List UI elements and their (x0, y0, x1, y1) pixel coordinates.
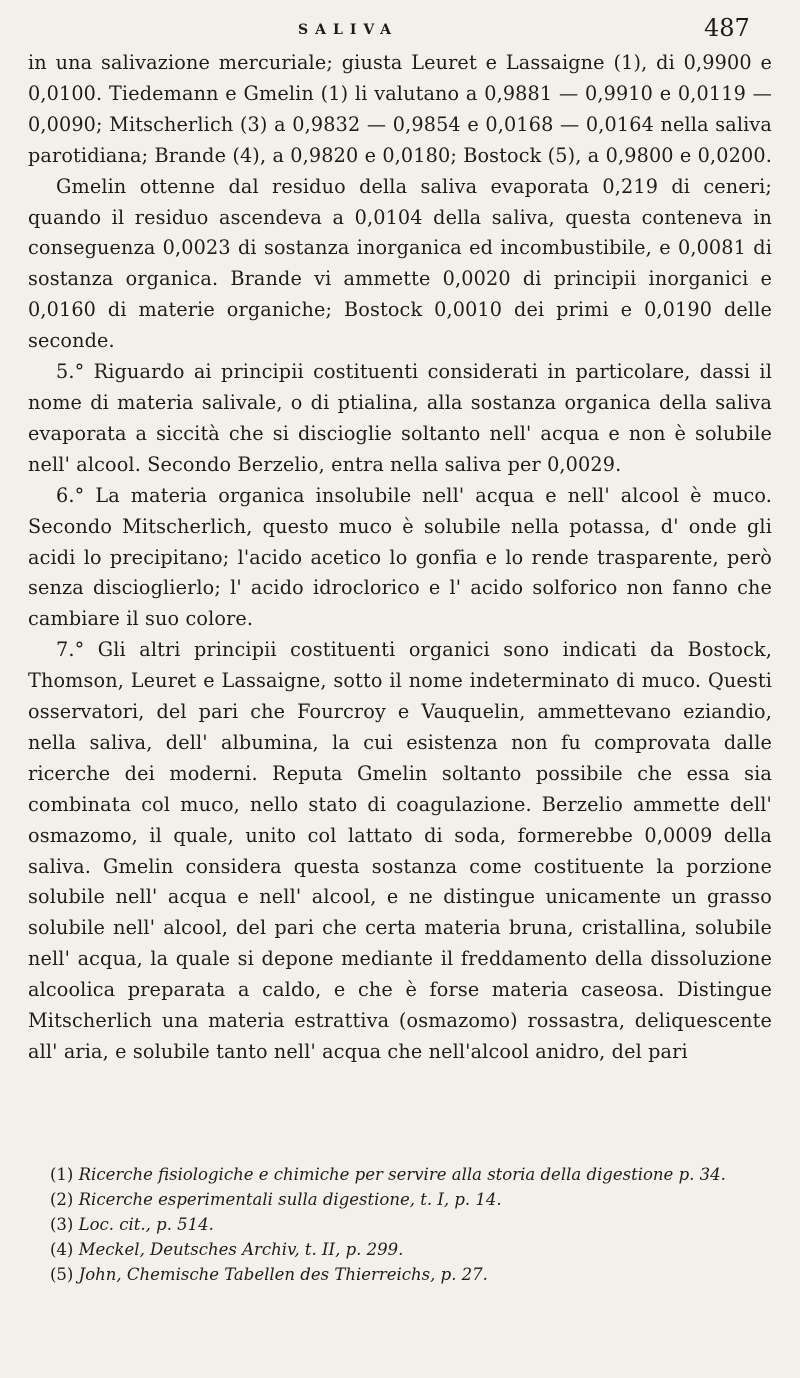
paragraph-section-7: 7.° Gli altri principii costituenti organici sono indicati da Bostock, Thomson, Leuret e Lassaigne, sotto il nome indeterminato di muco. Questi osservatori, del pari che Fourcroy e Vauquelin, ammettevano eziandio, nella saliva, dell' albumina, la cui esistenza non fu comprovata dalle ricerche dei moderni. Reputa Gmelin soltanto possibile che essa sia combinata col muco, nello stato di coagulazione. Berzelio ammette dell' osmazomo, il quale, unito col lattato di soda, formerebbe 0,0009 della saliva. Gmelin considera questa sostanza come costituente la porzione solubile nell' acqua e nell' alcool, e ne distingue unicamente un grasso solubile nell' alcool, del pari che certa materia bruna, cristallina, solubile nell' acqua, la quale si depone mediante il freddamento della dissoluzione alcoolica preparata a caldo, e che è forse materia caseosa. Distingue Mitscherlich una materia estrattiva (osmazomo) rossastra, deliquescente all' aria, e solubile tanto nell' acqua che nell'alcool anidro, del pari (28, 638, 772, 1063)
footnote-number: (5) (50, 1265, 74, 1284)
running-head (0, 14, 800, 48)
footnote-text: Ricerche fisiologiche e chimiche per servire alla storia della digestione p. 34. (78, 1165, 726, 1184)
footnote-text: Loc. cit., p. 514. (78, 1215, 214, 1234)
footnote-number: (3) (50, 1215, 74, 1234)
footnote (28, 1262, 772, 1287)
footnote (28, 1237, 772, 1262)
paragraph-section-6: 6.° La materia organica insolubile nell' acqua e nell' alcool è muco. Secondo Mitscherlich, questo muco è solubile nella potassa, d' onde gli acidi lo precipitano; l'acido acetico lo gonfia e lo rende trasparente, però senza discioglierlo; l' acido idroclorico e l' acido solforico non fanno che cambiare il suo colore. (28, 483, 772, 631)
page-number: 487 (704, 14, 750, 42)
paragraph-continued: in una salivazione mercuriale; giusta Leuret e Lassaigne (1), di 0,9900 e 0,0100. Tiedemann e Gmelin (1) li valutano a 0,9881 — 0,9910 e 0,0119 — 0,0090; Mitscherlich (3) a 0,9832 — 0,9854 e 0,0168 — 0,0164 nella saliva parotidiana; Brande (4), a 0,9820 e 0,0180; Bostock (5), a 0,9800 e 0,0200. (28, 51, 772, 167)
body-text (28, 48, 772, 1068)
footnote (28, 1162, 772, 1187)
paragraph-gmelin-ashes: Gmelin ottenne dal residuo della saliva evaporata 0,219 di ceneri; quando il residuo ascendeva a 0,0104 della saliva, questa conteneva in conseguenza 0,0023 di sostanza inorganica ed incombustibile, e 0,0081 di sostanza organica. Brande vi ammette 0,0020 di principii inorganici e 0,0160 di materie organiche; Bostock 0,0010 dei primi e 0,0190 delle seconde. (28, 174, 772, 353)
footnote (28, 1212, 772, 1237)
footnote-text: Meckel, Deutsches Archiv, t. II, p. 299. (78, 1240, 404, 1259)
footnote-text: Ricerche esperimentali sulla digestione, t. I, p. 14. (78, 1190, 502, 1209)
footnote-number: (4) (50, 1240, 74, 1259)
running-title: SALIVA (298, 22, 399, 38)
footnotes (28, 1162, 772, 1287)
footnote-number: (1) (50, 1165, 74, 1184)
footnote (28, 1187, 772, 1212)
footnote-number: (2) (50, 1190, 74, 1209)
paragraph-section-5: 5.° Riguardo ai principii costituenti considerati in particolare, dassi il nome di materia salivale, o di ptialina, alla sostanza organica della saliva evaporata a siccità che si discioglie soltanto nell' acqua e non è solubile nell' alcool. Secondo Berzelio, entra nella saliva per 0,0029. (28, 360, 772, 476)
footnote-text: John, Chemische Tabellen des Thierreichs, p. 27. (78, 1265, 488, 1284)
